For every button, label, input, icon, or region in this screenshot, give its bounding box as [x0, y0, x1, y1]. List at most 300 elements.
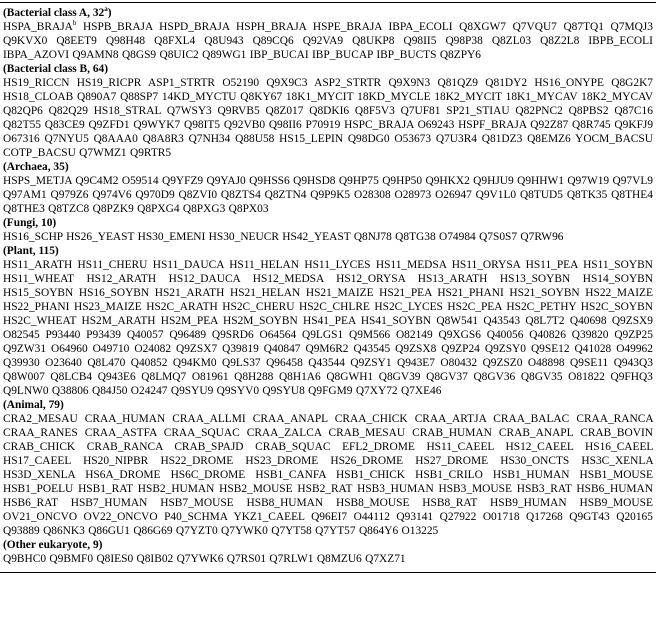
protein-entry: Q8F5V3	[354, 105, 395, 117]
protein-entry: Q87C16	[614, 105, 653, 117]
protein-entry: Q9YAJ0	[206, 175, 246, 187]
protein-entry: Q7XY72	[355, 385, 398, 397]
protein-entry: HS18_CLOAB	[3, 91, 74, 103]
protein-entry: Q943E6	[97, 371, 136, 383]
protein-entry: Q7WSY3	[166, 105, 212, 117]
protein-entry: Q9ZSZ0	[482, 357, 523, 369]
protein-entry: HS13_ARATH	[417, 273, 488, 285]
section-name: Archaea	[6, 161, 48, 173]
protein-entry: 18K2_MYCIT	[434, 91, 502, 103]
protein-entry: HSB1_CRILO	[415, 469, 483, 481]
section-heading: (Fungi, 10)	[3, 217, 57, 229]
section	[3, 216, 653, 244]
section-heading: (Animal, 79)	[3, 399, 64, 411]
sections-container	[3, 6, 653, 566]
protein-entry: HSPC_BRAJA	[344, 119, 414, 131]
protein-entry: HS12_CAEEL	[505, 441, 574, 453]
protein-entry: HS23_MAIZE	[73, 301, 142, 313]
protein-entry: HS15_LEPIN	[279, 133, 344, 145]
protein-entry: HSB9_MOUSE	[579, 497, 653, 509]
protein-entry: Q8GV37	[426, 371, 468, 383]
section-count: 35	[53, 161, 65, 173]
protein-entry: HS2C_ARATH	[146, 301, 218, 313]
protein-entry: HSB2_RAT	[297, 483, 353, 495]
protein-entry: Q98II5	[403, 35, 437, 47]
protein-entry: Q974V6	[92, 189, 132, 201]
protein-entry: 18K1_MYCAV	[505, 91, 578, 103]
protein-entry: HS2C_LYCES	[374, 301, 443, 313]
protein-entry: Q8PXG3	[182, 203, 226, 215]
protein-entry: HSB1_CANFA	[255, 469, 326, 481]
protein-entry: Q88U58	[235, 133, 275, 145]
protein-entry: HS30_EMENI	[137, 231, 206, 243]
protein-entry: ASP2_STRTR	[314, 77, 382, 89]
protein-entry: CRA2_MESAU	[3, 413, 78, 425]
protein-entry: Q43545	[353, 343, 391, 355]
protein-entry: HS11_CAEEL	[426, 441, 494, 453]
protein-entry: CRAB_BOVIN	[580, 427, 654, 439]
protein-entry: Q86NK3	[43, 525, 85, 537]
protein-entry: HSB7_HUMAN	[70, 497, 148, 509]
section	[3, 160, 653, 216]
protein-entry: HS23_DROME	[245, 455, 319, 467]
protein-entry: O48898	[527, 357, 565, 369]
protein-entry: Q41028	[574, 343, 612, 355]
protein-entry: CRAA_ZALCA	[246, 427, 322, 439]
protein-entry: O64960	[51, 343, 88, 355]
protein-entry: HS22_PHANI	[3, 301, 70, 313]
protein-entry: HSPH_BRAJA	[236, 21, 307, 33]
protein-entry: Q8W007	[3, 371, 45, 383]
protein-entry: EFL2_DROME	[342, 441, 415, 453]
protein-entry: HS22_MAIZE	[585, 287, 653, 299]
protein-entry: Q9SYU8	[262, 385, 305, 397]
protein-entry: HSB8_RAT	[422, 497, 478, 509]
protein-entry: HSPB_BRAJA	[82, 21, 153, 33]
protein-entry: Q97AM1	[3, 189, 47, 201]
protein-entry: HS12_DAUCA	[168, 273, 241, 285]
protein-entry: Q87TQ1	[563, 21, 604, 33]
protein-entry: Q82PNC2	[515, 105, 563, 117]
protein-entry: Q84J50	[91, 385, 128, 397]
protein-entry: 18K2_MYCAV	[581, 91, 653, 103]
protein-entry: HS14_SOYBN	[582, 273, 654, 285]
protein-entry: Q970D9	[135, 189, 175, 201]
protein-entry: Q8LCB4	[50, 371, 93, 383]
section-heading: (Other eukaryote, 9)	[3, 539, 103, 551]
section-name: Animal	[6, 399, 43, 411]
protein-entry: HSB8_MOUSE	[335, 497, 410, 509]
protein-entry: HS11_SOYBN	[583, 259, 653, 271]
protein-entry: Q8L7T2	[525, 315, 565, 327]
protein-entry: Q7YWK6	[176, 553, 224, 565]
protein-entry: CRAB_CHICK	[3, 441, 76, 453]
protein-entry: Q9KVX0	[3, 35, 48, 47]
protein-entry: ASP1_STRTR	[147, 77, 216, 89]
protein-entry: Q8PZK9	[92, 203, 134, 215]
entry-list	[3, 258, 653, 398]
protein-entry: Q7YWK0	[221, 525, 268, 537]
protein-entry: Q40698	[569, 315, 607, 327]
protein-entry: Q89WG1	[202, 49, 247, 61]
protein-entry: Q9HP75	[338, 175, 379, 187]
protein-entry: Q8EMZ6	[527, 133, 571, 145]
protein-entry: Q93889	[3, 525, 40, 537]
protein-entry: HSPA_BRAJA$^b$	[3, 19, 77, 33]
protein-entry: O81961	[191, 371, 229, 383]
protein-entry: Q9C4M2	[75, 175, 119, 187]
protein-entry: IBPA_AZOVI	[3, 49, 70, 61]
protein-entry: Q8EET9	[56, 35, 97, 47]
protein-entry: O81822	[568, 371, 605, 383]
protein-entry: O69243	[417, 119, 455, 131]
protein-entry: O82545	[3, 329, 40, 341]
protein-entry: Q9HSD8	[293, 175, 336, 187]
protein-entry: HS11_DAUCA	[152, 259, 224, 271]
protein-entry: Q7RS01	[226, 553, 267, 565]
protein-entry: Q86GU1	[88, 525, 130, 537]
protein-entry: HS41_SOYBN	[360, 315, 432, 327]
protein-entry: HS21_HELAN	[229, 287, 301, 299]
protein-entry: HSB6_RAT	[3, 497, 58, 509]
protein-entry: Q8PX03	[228, 203, 269, 215]
protein-entry: HS19_RICPR	[76, 77, 142, 89]
protein-entry: O53673	[394, 133, 432, 145]
protein-entry: HS12_ORYSA	[336, 273, 406, 285]
protein-entry: HS17_CAEEL	[3, 455, 71, 467]
protein-entry: HSB1_MOUSE	[579, 469, 653, 481]
top-rule	[0, 2, 656, 3]
protein-entry: Q38806	[51, 385, 89, 397]
protein-entry: Q8GV39	[378, 371, 421, 383]
section-count: 10	[41, 217, 53, 229]
protein-entry: HS11_HELAN	[229, 259, 300, 271]
protein-entry: HSB2_HUMAN	[137, 483, 215, 495]
protein-entry: CRAA_BALAC	[493, 413, 570, 425]
protein-entry: Q8NJ78	[353, 231, 392, 243]
protein-entry: IBPA_ECOLI	[388, 21, 453, 33]
section	[3, 244, 653, 398]
protein-entry: HS11_LYCES	[304, 259, 371, 271]
protein-entry: Q8IB02	[136, 553, 174, 565]
protein-entry: Q9SYU9	[170, 385, 214, 397]
protein-entry: HS3D_XENLA	[3, 469, 76, 481]
protein-entry: O28973	[394, 189, 432, 201]
protein-entry: HS2C_WHEAT	[3, 315, 77, 327]
protein-entry: Q7RW96	[520, 231, 564, 243]
protein-entry: Q9AMN8	[72, 49, 119, 61]
section-heading: (Plant, 115)	[3, 245, 59, 257]
protein-entry: Q8GV35	[520, 371, 563, 383]
protein-entry: Q8Z2L8	[540, 35, 580, 47]
protein-entry: CRAA_HUMAN	[84, 413, 166, 425]
protein-entry: Q9YFZ9	[161, 175, 204, 187]
section	[3, 538, 653, 566]
protein-entry: Q7S0S7	[479, 231, 518, 243]
entry-list	[3, 230, 653, 244]
section-count: 9	[92, 539, 99, 551]
protein-entry: O80432	[440, 357, 478, 369]
protein-entry: Q9LNW0	[3, 385, 49, 397]
protein-entry: HS12_MEDSA	[252, 273, 324, 285]
protein-entry: Q9XGS6	[438, 329, 481, 341]
protein-entry: Q9ZSY0	[484, 343, 526, 355]
protein-entry: Q98IT5	[184, 119, 221, 131]
protein-entry: Q98P38	[445, 35, 483, 47]
protein-entry: Q8U943	[204, 35, 244, 47]
section-name: Bacterial class A	[6, 7, 88, 19]
protein-entry: Q8FXL4	[154, 35, 196, 47]
protein-entry: Q9M6R2	[305, 343, 349, 355]
protein-entry: HSB6_HUMAN	[576, 483, 654, 495]
protein-entry: HS2M_SOYBN	[223, 315, 298, 327]
protein-entry: Q9LGS1	[302, 329, 344, 341]
protein-entry: Q9ZSX8	[395, 343, 437, 355]
protein-entry: Q9HP50	[382, 175, 423, 187]
protein-entry: O74984	[439, 231, 476, 243]
section-count: 32	[92, 7, 105, 19]
protein-entry: Q83CE9	[44, 119, 85, 131]
protein-entry: CRAA_ARTJA	[414, 413, 487, 425]
protein-entry: Q9WYK7	[133, 119, 181, 131]
protein-entry: O28308	[353, 189, 391, 201]
protein-entry: Q9GT43	[569, 511, 610, 523]
protein-entry: Q9FGM9	[308, 385, 353, 397]
protein-entry: HSB7_MOUSE	[160, 497, 234, 509]
protein-entry: HS41_PEA	[303, 315, 356, 327]
section-name: Fungi	[6, 217, 36, 229]
section-count: 79	[48, 399, 60, 411]
protein-entry: Q7YT58	[271, 525, 312, 537]
protein-entry: Q40056	[486, 329, 524, 341]
section-name: Bacterial class B	[6, 63, 88, 75]
protein-entry: Q9ZSX7	[176, 343, 218, 355]
protein-entry: HS21_ARATH	[154, 287, 225, 299]
protein-entry: OV21_ONCVO	[3, 511, 78, 523]
protein-entry: Q8KY67	[240, 91, 283, 103]
protein-entry: O23640	[45, 357, 82, 369]
section	[3, 62, 653, 160]
protein-entry: HS11_ORYSA	[451, 259, 521, 271]
protein-entry: HS26_YEAST	[66, 231, 135, 243]
entry-list	[3, 76, 653, 160]
protein-entry: Q9SYV0	[216, 385, 260, 397]
protein-entry: HS16_ONYPE	[534, 77, 604, 89]
protein-entry: CRAA_SQUAC	[163, 427, 240, 439]
protein-entry: Q8Z017	[265, 105, 304, 117]
protein-entry: 18K1_MYCIT	[285, 91, 354, 103]
protein-entry: P70919	[305, 119, 341, 131]
protein-entry: Q864Y6	[358, 525, 399, 537]
protein-entry: Q8GWH1	[326, 371, 374, 383]
protein-entry: Q9ZW31	[3, 343, 47, 355]
protein-entry: CRAA_ANAPL	[252, 413, 328, 425]
protein-entry: HSB3_RAT	[516, 483, 572, 495]
protein-entry: IBP_BUCTS	[376, 49, 437, 61]
section-heading: (Bacterial class A, 32$^a$)	[3, 5, 112, 19]
protein-entry: HS20_NIPBR	[83, 455, 149, 467]
protein-entry: Q98II6	[268, 119, 302, 131]
protein-entry: Q8G2K7	[611, 77, 653, 89]
protein-entry: Q943E7	[396, 357, 435, 369]
protein-entry: Q82Q29	[48, 105, 88, 117]
protein-entry: Q39820	[571, 329, 609, 341]
protein-entry: Q27922	[439, 511, 477, 523]
protein-entry: O24082	[134, 343, 172, 355]
protein-entry: Q81QZ9	[437, 77, 478, 89]
protein-entry: Q81DZ3	[481, 133, 523, 145]
protein-entry: Q93141	[396, 511, 434, 523]
protein-entry: Q9BHC0	[3, 553, 47, 565]
protein-entry: Q92VA9	[302, 35, 344, 47]
section	[3, 6, 653, 62]
protein-entry: Q92Z87	[530, 119, 569, 131]
protein-entry: Q8H1A6	[278, 371, 321, 383]
protein-entry: P93440	[45, 329, 81, 341]
protein-entry: O13225	[401, 525, 439, 537]
protein-entry: Q8DKI6	[309, 105, 350, 117]
protein-entry: CRAA_ASTFA	[84, 427, 157, 439]
protein-entry: Q979Z6	[50, 189, 89, 201]
protein-entry: CRAB_HUMAN	[412, 427, 492, 439]
protein-entry: Q9SRD6	[211, 329, 254, 341]
protein-entry: Q9LS37	[222, 357, 261, 369]
protein-entry: O44112	[353, 511, 390, 523]
protein-entry: HS2M_ARATH	[81, 315, 156, 327]
protein-entry: HS16_SCHP	[3, 231, 63, 243]
protein-entry: Q9V1L0	[475, 189, 517, 201]
protein-entry: Q8H288	[234, 371, 274, 383]
protein-entry: Q82T55	[3, 119, 41, 131]
protein-entry: Q98DG0	[347, 133, 390, 145]
protein-entry: O52190	[222, 77, 260, 89]
protein-entry: Q7XE46	[400, 385, 442, 397]
protein-entry: HSB8_HUMAN	[246, 497, 324, 509]
protein-entry: Q890A7	[77, 91, 117, 103]
protein-entry: Q7MQJ3	[610, 21, 653, 33]
section-name: Plant	[6, 245, 33, 257]
protein-entry: HSB9_HUMAN	[490, 497, 567, 509]
protein-entry: O26947	[435, 189, 472, 201]
footnote-marker: b	[72, 19, 77, 28]
protein-entry: Q9M566	[348, 329, 391, 341]
protein-entry: Q9ZFD1	[88, 119, 130, 131]
protein-entry: Q96458	[266, 357, 303, 369]
protein-entry: CRAB_SPAJD	[174, 441, 244, 453]
protein-entry: Q7NYU5	[44, 133, 89, 145]
protein-entry: HSPD_BRAJA	[159, 21, 230, 33]
protein-entry: HS6A_DROME	[85, 469, 161, 481]
protein-entry: Q8PXG4	[137, 203, 180, 215]
footnote-marker: a	[104, 5, 108, 14]
protein-entry: Q8AAA0	[93, 133, 138, 145]
protein-entry: HS30_ONCTS	[500, 455, 570, 467]
protein-entry: O49710	[92, 343, 130, 355]
entry-list	[3, 552, 653, 566]
protein-entry: Q81DY2	[485, 77, 528, 89]
protein-entry: CRAB_ANAPL	[498, 427, 574, 439]
protein-entry: Q86G69	[133, 525, 173, 537]
protein-entry: Q20165	[616, 511, 653, 523]
protein-entry: Q8THE3	[3, 203, 45, 215]
protein-entry: HS11_ARATH	[3, 259, 73, 271]
protein-entry: Q943Q3	[613, 357, 653, 369]
protein-entry: HS21_SOYBN	[509, 287, 580, 299]
protein-entry: CRAB_MESAU	[328, 427, 406, 439]
protein-entry: Q9ZP25	[614, 329, 653, 341]
protein-entry: HSB1_CHICK	[336, 469, 406, 481]
protein-entry: 14KD_MYCTU	[161, 91, 237, 103]
protein-entry: O49962	[616, 343, 653, 355]
protein-entry: Q9ZSX9	[611, 315, 653, 327]
entry-list	[3, 174, 653, 216]
protein-entry: Q8UIC2	[159, 49, 199, 61]
protein-entry: HS21_PHANI	[437, 287, 504, 299]
protein-entry: Q9HKX2	[425, 175, 470, 187]
protein-entry: HS16_SOYBN	[78, 287, 150, 299]
protein-entry: HSB1_HUMAN	[492, 469, 570, 481]
protein-entry: Q8ZL03	[491, 35, 532, 47]
protein-entry: Q89CQ6	[252, 35, 294, 47]
protein-entry: Q8IES0	[96, 553, 134, 565]
protein-entry: HS21_PEA	[379, 287, 432, 299]
protein-entry: Q96EI7	[311, 511, 348, 523]
protein-entry: HS11_PEA	[525, 259, 578, 271]
protein-entry: Q97VL9	[612, 175, 653, 187]
protein-entry: HS2C_SOYBN	[580, 301, 653, 313]
protein-entry: IBPB_ECOLI	[588, 35, 653, 47]
protein-entry: CRAA_RANCA	[576, 413, 653, 425]
protein-entry: O67316	[3, 133, 40, 145]
protein-entry: Q8L470	[87, 357, 126, 369]
protein-entry: Q88SP7	[120, 91, 159, 103]
protein-entry: Q8THE4	[611, 189, 653, 201]
protein-entry: Q92VB0	[223, 119, 266, 131]
protein-entry: O01718	[482, 511, 520, 523]
protein-entry: HS2C_CHERU	[222, 301, 295, 313]
protein-entry: Q98H48	[105, 35, 146, 47]
protein-entry: O24247	[130, 385, 168, 397]
protein-entry: OV22_ONCVO	[83, 511, 158, 523]
section-name: Other eukaryote	[6, 539, 88, 551]
protein-entry: Q9FHQ3	[610, 371, 653, 383]
protein-entry: Q97W19	[567, 175, 610, 187]
protein-entry: HS18_STRAL	[93, 105, 162, 117]
protein-entry: Q9KFJ9	[614, 119, 654, 131]
protein-entry: Q40852	[130, 357, 168, 369]
protein-entry: Q8TK35	[566, 189, 608, 201]
protein-entry: HS2M_PEA	[160, 315, 218, 327]
protein-entry: CRAA_RANES	[3, 427, 78, 439]
protein-entry: Q9HSS6	[249, 175, 290, 187]
protein-entry: Q8GS9	[121, 49, 157, 61]
protein-entry: Q9ZSY1	[350, 357, 392, 369]
protein-entry: HS13_SOYBN	[499, 273, 571, 285]
protein-entry: HSPF_BRAJA	[458, 119, 527, 131]
protein-entry: HSB2_MOUSE	[219, 483, 293, 495]
protein-entry: Q7YZT0	[175, 525, 218, 537]
protein-entry: YOCM_BACSU	[575, 133, 653, 145]
protein-entry: HS27_DROME	[415, 455, 489, 467]
protein-entry: HS15_SOYBN	[3, 287, 74, 299]
protein-entry: Q96489	[169, 329, 207, 341]
protein-entry: Q9HHW1	[517, 175, 564, 187]
section-count: 64	[92, 63, 105, 75]
protein-entry: Q8R745	[572, 119, 611, 131]
protein-entry: HS21_MAIZE	[305, 287, 374, 299]
protein-entry: HSPS_METJA	[3, 175, 72, 187]
protein-entry: Q39930	[3, 357, 40, 369]
